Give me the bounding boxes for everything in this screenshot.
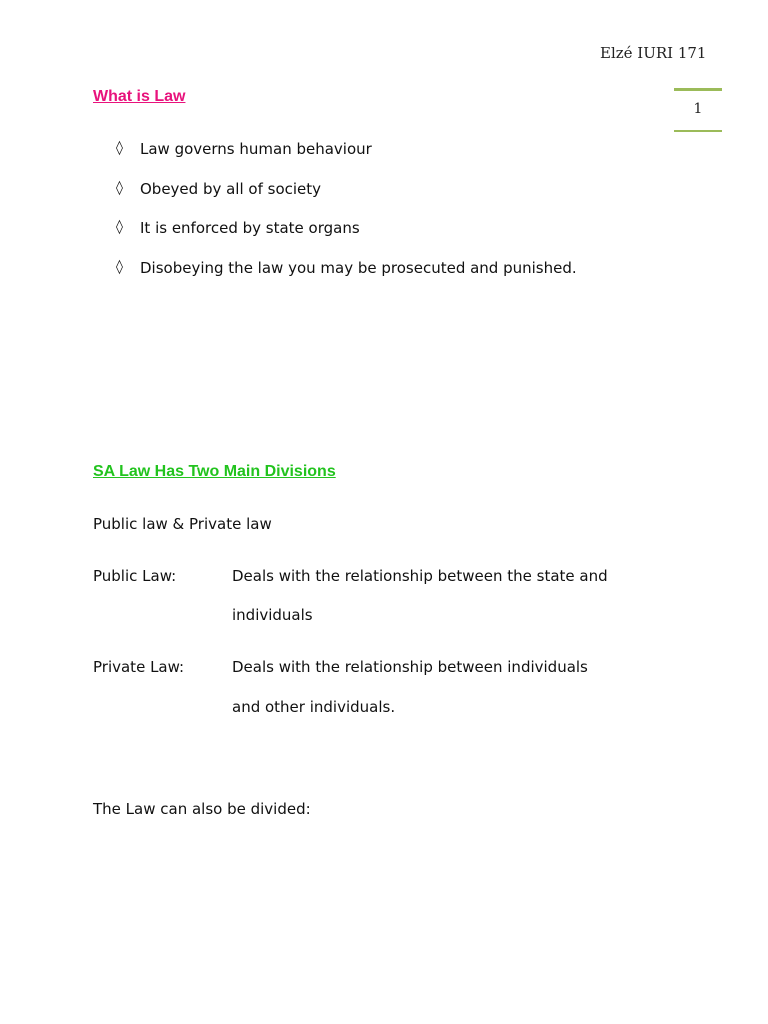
definition-term: Public Law: bbox=[93, 567, 177, 585]
section-heading-what-is-law: What is Law bbox=[93, 88, 186, 105]
page-number: 1 bbox=[693, 101, 703, 117]
list-item bbox=[116, 259, 577, 299]
diamond-bullet-icon: ◊ bbox=[116, 258, 123, 275]
definition-text-line: Deals with the relationship between individuals bbox=[232, 658, 588, 676]
document-header: Elzé IURI 171 bbox=[600, 44, 707, 62]
list-item bbox=[116, 219, 577, 259]
definition-text-line: and other individuals. bbox=[232, 698, 396, 716]
list-item bbox=[116, 140, 577, 180]
list-item-text: It is enforced by state organs bbox=[140, 219, 360, 237]
list-item-text: Law governs human behaviour bbox=[140, 140, 372, 158]
diamond-bullet-icon: ◊ bbox=[116, 219, 123, 235]
diamond-bullet-icon: ◊ bbox=[116, 140, 123, 156]
list-item bbox=[116, 180, 577, 220]
law-bullet-list bbox=[116, 140, 577, 298]
definition-text-line: individuals bbox=[232, 606, 313, 624]
definition-text-line: Deals with the relationship between the state and bbox=[232, 567, 608, 585]
list-item-text: Obeyed by all of society bbox=[140, 179, 322, 198]
section-heading-sa-law-divisions: SA Law Has Two Main Divisions bbox=[93, 463, 336, 480]
closing-paragraph: The Law can also be divided: bbox=[93, 800, 311, 818]
page-number-box bbox=[674, 88, 722, 132]
page-number-rule-top bbox=[674, 88, 722, 91]
list-item-text: Disobeying the law you may be prosecuted and punished. bbox=[140, 258, 577, 277]
diamond-bullet-icon: ◊ bbox=[116, 179, 123, 196]
definition-term: Private Law: bbox=[93, 658, 185, 676]
page-number-rule-bottom bbox=[674, 130, 722, 132]
divisions-intro: Public law & Private law bbox=[93, 515, 272, 533]
